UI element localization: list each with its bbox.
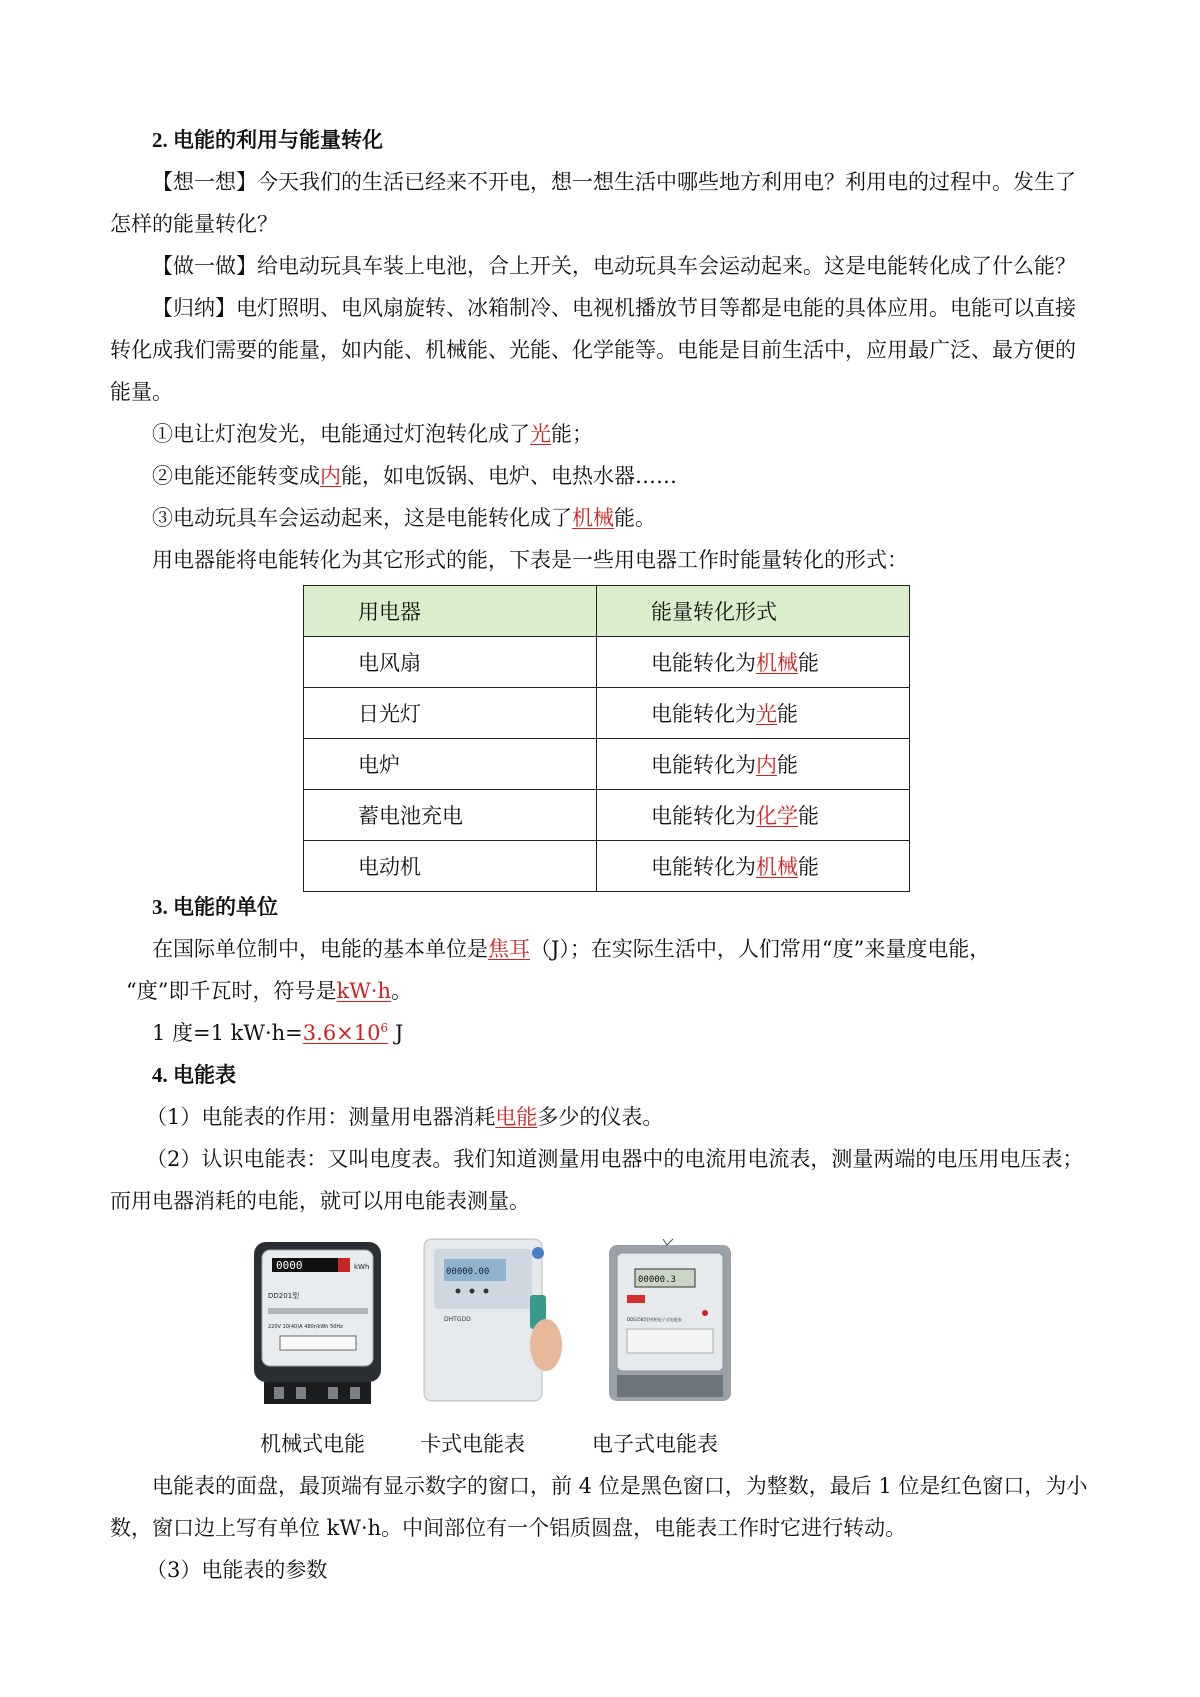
conversion-suffix: 能 <box>798 804 819 828</box>
caption-card-meter: 卡式电能表 <box>420 1432 525 1456</box>
elec-display: 00000.3 <box>638 1275 676 1285</box>
conversion-suffix: 能 <box>798 855 819 879</box>
conversion-answer: 内 <box>756 753 777 777</box>
card-model: DHTGDD <box>444 1316 471 1323</box>
formula-exponent: 6 <box>380 1021 389 1035</box>
table-row <box>304 688 910 739</box>
example-item-1-tail: 能； <box>551 422 593 446</box>
example-item-1-text: ①电让灯泡发光，电能通过灯泡转化成了 <box>152 422 530 446</box>
mech-unit: kWh <box>354 1263 370 1271</box>
conversion-cell <box>597 688 910 739</box>
formula-base: 3.6×10 <box>302 1021 381 1045</box>
example-item-2-tail: 能，如电饭锅、电炉、电热水器…… <box>341 464 677 488</box>
card-meter-image <box>418 1235 563 1405</box>
summary-line1: 【归纳】电灯照明、电风扇旋转、冰箱制冷、电视机播放节目等都是电能的具体应用。电能可以直接 <box>152 296 1076 320</box>
example-item-3-text: ③电动玩具车会运动起来，这是电能转化成了 <box>152 506 572 530</box>
electronic-meter-image <box>605 1235 735 1405</box>
meter-intro-line1: （2）认识电能表：又叫电度表。我们知道测量用电器中的电流用电流表，测量两端的电压用电压表； <box>146 1147 1084 1171</box>
meter-function-tail: 多少的仪表。 <box>537 1105 664 1129</box>
meter-params-heading: （3）电能表的参数 <box>146 1558 328 1582</box>
conversion-prefix: 电能转化为 <box>651 804 756 828</box>
caption-mechanical-meter: 机械式电能 <box>260 1432 365 1456</box>
conversion-cell <box>597 790 910 841</box>
example-item-3 <box>152 504 656 532</box>
device-cell: 电动机 <box>304 841 597 892</box>
example-item-1 <box>152 420 593 448</box>
device-cell: 蓄电池充电 <box>304 790 597 841</box>
header-conversion: 能量转化形式 <box>597 586 910 637</box>
summary-line3: 能量。 <box>110 380 173 404</box>
device-cell: 电风扇 <box>304 637 597 688</box>
conversion-cell <box>597 841 910 892</box>
header-device: 用电器 <box>304 586 597 637</box>
conversion-prefix: 电能转化为 <box>651 855 756 879</box>
section-2-heading: 2. 电能的利用与能量转化 <box>152 128 383 152</box>
conversion-prefix: 电能转化为 <box>651 702 756 726</box>
think-paragraph-line1: 【想一想】今天我们的生活已经来不开电，想一想生活中哪些地方利用电？利用电的过程中。发生了 <box>152 170 1076 194</box>
answer-energy: 电能 <box>495 1105 538 1129</box>
summary-line2: 转化成我们需要的能量，如内能、机械能、光能、化学能等。电能是目前生活中，应用最广泛、最方便的 <box>110 338 1076 362</box>
table-row <box>304 739 910 790</box>
conversion-answer: 光 <box>756 702 777 726</box>
table-intro: 用电器能将电能转化为其它形式的能，下表是一些用电器工作时能量转化的形式： <box>152 548 908 572</box>
conversion-prefix: 电能转化为 <box>651 651 756 675</box>
example-item-2-text: ②电能还能转变成 <box>152 464 320 488</box>
meter-face-line2: 数，窗口边上写有单位 kW·h。中间部位有一个铝质圆盘，电能表工作时它进行转动。 <box>110 1516 907 1540</box>
mechanical-meter-image <box>250 1240 385 1405</box>
answer-kwh: kW·h <box>336 979 391 1003</box>
unit-conversion-formula <box>152 1019 403 1047</box>
table-row <box>304 790 910 841</box>
caption-electronic-meter: 电子式电能表 <box>592 1432 718 1456</box>
unit-symbol-text: “度”即千瓦时，符号是 <box>126 979 337 1003</box>
table-row <box>304 841 910 892</box>
conversion-answer: 机械 <box>756 651 798 675</box>
answer-internal: 内 <box>320 464 341 488</box>
meter-face-line1: 电能表的面盘，最顶端有显示数字的窗口，前 4 位是黑色窗口，为整数，最后 1 位是红色窗口，为小 <box>152 1474 1088 1498</box>
mech-counter: 0000 <box>276 1259 303 1272</box>
conversion-cell <box>597 637 910 688</box>
device-cell: 电炉 <box>304 739 597 790</box>
unit-text-tail: （J）；在实际生活中，人们常用“度”来量度电能， <box>530 937 991 961</box>
conversion-answer: 化学 <box>756 804 798 828</box>
mech-model: DD201型 <box>268 1292 300 1300</box>
formula-text: 1 度=1 kW·h= <box>152 1021 303 1045</box>
energy-conversion-table <box>303 585 910 892</box>
meter-function-paragraph <box>146 1103 663 1131</box>
section-4-heading: 4. 电能表 <box>152 1063 236 1087</box>
conversion-suffix: 能 <box>777 702 798 726</box>
unit-text: 在国际单位制中，电能的基本单位是 <box>152 937 488 961</box>
conversion-suffix: 能 <box>798 651 819 675</box>
unit-paragraph-line1 <box>152 935 990 963</box>
conversion-answer: 机械 <box>756 855 798 879</box>
formula-unit: J <box>388 1021 404 1045</box>
unit-paragraph-line2 <box>126 977 412 1005</box>
unit-symbol-tail: 。 <box>391 979 412 1003</box>
table-header-row <box>304 586 910 637</box>
section-3-heading: 3. 电能的单位 <box>152 895 278 919</box>
example-item-3-tail: 能。 <box>614 506 656 530</box>
answer-light: 光 <box>530 422 551 446</box>
conversion-cell <box>597 739 910 790</box>
think-paragraph-line2: 怎样的能量转化？ <box>110 212 278 236</box>
meter-intro-line2: 而用电器消耗的电能，就可以用电能表测量。 <box>110 1189 530 1213</box>
meter-function-text: （1）电能表的作用：测量用电器消耗 <box>146 1105 496 1129</box>
elec-model: DDS1585型单相电子式电能表 <box>627 1317 682 1322</box>
conversion-prefix: 电能转化为 <box>651 753 756 777</box>
conversion-suffix: 能 <box>777 753 798 777</box>
mech-spec: 220V 10(40)A 480r/kWh 50Hz <box>268 1324 343 1330</box>
answer-joule: 焦耳 <box>488 937 530 961</box>
answer-joule-value <box>303 1021 388 1045</box>
table-row <box>304 637 910 688</box>
example-item-2 <box>152 462 677 490</box>
do-paragraph: 【做一做】给电动玩具车装上电池，合上开关，电动玩具车会运动起来。这是电能转化成了什么能？ <box>152 254 1076 278</box>
card-display: 00000.00 <box>446 1267 490 1277</box>
device-cell: 日光灯 <box>304 688 597 739</box>
answer-mechanical: 机械 <box>572 506 614 530</box>
